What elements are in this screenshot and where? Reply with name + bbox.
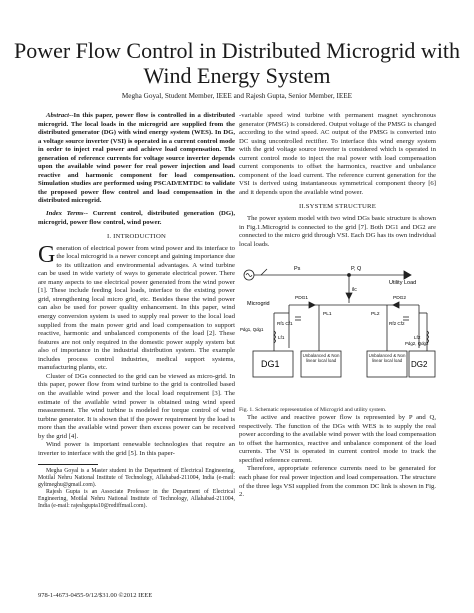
- footnote-rule: [38, 464, 98, 465]
- index-terms: [38, 210, 235, 227]
- label-ps: Ps: [294, 266, 301, 273]
- abstract-label: Abstract: [46, 112, 70, 119]
- label-lf1: Lf1: [278, 335, 285, 341]
- right-paragraph-4: Therefore, appropriate reference currents need to be generated for each phase for real power injection and load compensation. The structure of the three legs VSI supplied from the common DC link is shown in Fig. 2.: [239, 465, 436, 499]
- label-load-1: Unbalanced & Non linear local load: [302, 353, 340, 364]
- drop-cap: G: [38, 241, 56, 268]
- label-lf2: Lf2: [414, 335, 421, 341]
- figure-1-microgrid-schematic: [239, 253, 436, 405]
- section-heading-system-structure: II.SYSTEM STRUCTURE: [299, 203, 376, 211]
- label-pdg2: PDG2: [393, 296, 407, 302]
- footnote-2: Rajesh Gupta is an Associate Professor in the Department of Electrical Engineering, Motilal Nehru National Institute of Technology, Allahabad-211004, India (e-mail: rajeshgupta10@rediffmail.com).: [38, 489, 235, 510]
- right-paragraph-1: -variable speed wind turbine with permanent magnet synchronous generator (PMSG) is considered. Output voltage of the PMSG is changed according to the wind speed. AC output of the PMSG is converted into DC using uncontrolled rectifier. To interface this wind energy system with the grid voltage source inverter is considered which is operated in current control mode to inject the real power with load compensation current components to offset the harmonics, reactive and unbalance component of the load current. The reference current generation for the VSI is derived using instantaneous symmetrical component theory [6] and it depends upon the available wind power.: [239, 112, 436, 196]
- label-pl2: PL2: [371, 312, 380, 318]
- paper-title: Power Flow Control in Distributed Microgrid with Wind Energy System: [13, 38, 461, 88]
- footnote-1: Megha Goyal is a Master student in the Department of Electrical Engineering, Motilal Nehru National Institute of Technology, Allahabad-211004, India (e-mail: gyltmeghu@gmail.com).: [38, 468, 235, 489]
- intro-paragraph-2: Cluster of DGs connected to the grid can be viewed as micro-grid. In this paper, power flow from wind turbine to the grid is controlled based on the available wind power and the local load requirement [3]. The estimate of the available wind power is obtained using wind speed measurement. The wind turbine is modeled for torque control of wind turbine generator. It is shown that if the power requirement by the load is more than the available wind power then excess power can be received by the grid [4].: [38, 372, 235, 440]
- abstract: [38, 112, 235, 206]
- label-pl1: PL1: [323, 312, 332, 318]
- label-pdg1: PDG1: [295, 296, 309, 302]
- label-dg2: DG2: [411, 360, 428, 370]
- label-utility-load: Utility Load: [389, 280, 417, 287]
- intro-paragraph-1: Generation of electrical power from wind power and its interface to the local microgrid is a newer concept and gaining importance due to its utilization and environmental advantages. A wind turbine can be used in wide variety of ways to generate electrical power. There are many aspects to use electrical power generated from the wind power [1]. These include feeding local loads, interface to the existing power grid, strengthening local micro grid, etc. Besides these the wind power can also be used for power quality enhancement. In this paper, wind energy conversion system is used to supply real power to the local load supplied from the main power grid and load compensation to support reactive, harmonic and unbalanced components of the load [2]. These features are not only required in the domestic power supply system but also of importance in the industrial distribution system. The example includes process control industries, medical support systems, manufacturing plants, etc.: [38, 241, 235, 372]
- intro-paragraph-3: Wind power is important renewable technologies that require an inverter to interface with the grid [5]. In this paper-: [38, 441, 235, 457]
- right-paragraph-2: The power system model with two wind DGs basic structure is shown in Fig.1.Microgrid is connected to the grid [7]. Both DG1 and DG2 are connected to the micro grid through VSI. Each DG has its own individual local loads.: [239, 215, 436, 248]
- label-load-2: Unbalanced & Non linear local load: [368, 353, 406, 364]
- label-dg1: DG1: [261, 359, 280, 370]
- abstract-text: --In this paper, power flow is controlled in a distributed microgrid. The local loads in the microgrid are supplied from the distributed generator (DG) with wind energy system (WES). In DG, a voltage source inverter (VSI) is operated in a current control mode in order to inject real power and achieve load compensation. The generation of reference currents for voltage source inverter depends upon the available wind power for real power injection and load reactive and harmonic component for load compensation. Simulation studies are performed using PSCAD/EMTDC to validate the proposed power flow control and load compensation in the distributed microgrid.: [38, 112, 235, 205]
- left-column: [38, 112, 235, 510]
- label-pq: P, Q: [351, 266, 362, 273]
- author-line: Megha Goyal, Student Member, IEEE and Rajesh Gupta, Senior Member, IEEE: [121, 92, 353, 100]
- index-terms-text: -- Current control, distributed generation (DG), microgrid, power flow control, wind power.: [38, 210, 235, 226]
- schematic-svg: [239, 253, 436, 405]
- right-column: [239, 112, 436, 500]
- label-pq-dg2: Pdg2, Qdg2: [405, 341, 429, 347]
- section-heading-introduction: I. INTRODUCTION: [106, 233, 167, 241]
- right-paragraph-3: The active and reactive power flow is represented by P and Q, respectively. The function of the DGs with WES is to supply the real power according to the available wind power with the load compensation to offset the harmonics, reactive and unbalance component of the load currents. The VSI is operated in current control mode to track the specified reference current.: [239, 414, 436, 464]
- label-pq-dg1: Pdg1, Qdg1: [240, 327, 264, 333]
- copyright-footer: 978-1-4673-0455-9/12/$31.00 ©2012 IEEE: [38, 592, 153, 599]
- figure-1-caption: Fig. 1. Schematic representation of Microgrid and utility system.: [239, 407, 387, 414]
- label-filter-dg2: Rf2 Cf2: [389, 321, 405, 327]
- label-ilc: ilc: [352, 287, 357, 294]
- index-terms-label: Index Terms: [46, 210, 84, 218]
- label-microgrid: Microgrid: [247, 301, 270, 308]
- label-filter-dg1: Rf1 Cf1: [277, 321, 293, 327]
